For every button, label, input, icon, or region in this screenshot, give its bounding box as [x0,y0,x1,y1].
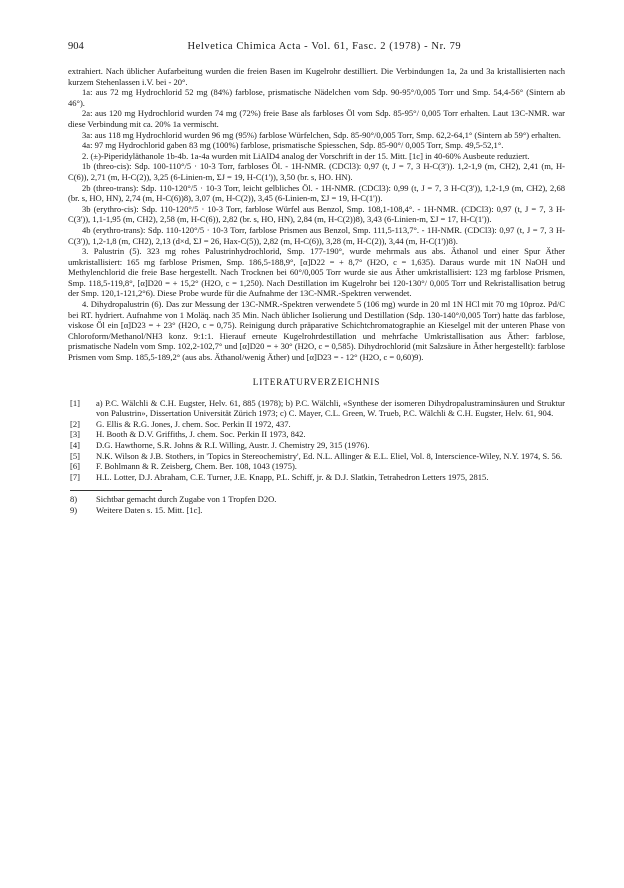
reference-item [68,440,565,451]
reference-text: a) P.C. Wälchli & C.H. Eugster, Helv. 61, 885 (1978); b) P.C. Wälchli, «Synthese der isomeren Dihydropalustraminsäuren und Struktur von Palustrin», Dissertation Universität Zürich 1973; c) C. Mayer, C.L. Green, W. Trueb, P.C. Wälchli & C.H. Eugster, Helv. 61, 904. [96,397,565,419]
reference-item [68,429,565,440]
reference-number: [2] [70,418,80,429]
paragraph: 3a: aus 118 mg Hydrochlorid wurden 96 mg (95%) farblose Würfelchen, Sdp. 85-90°/0,005 Torr, Smp. 62,2-64,1° (Sintern ab 59°) erhalten. [82,129,561,140]
paragraph: 2a: aus 120 mg Hydrochlorid wurden 74 mg (72%) freie Base als farbloses Öl vom Sdp. 85-95°/ 0,005 Torr erhalten. Laut 13C-NMR. war diese Verbindung mit ca. 20% 1a vermischt. [68,108,565,129]
reference-text: H. Booth & D.V. Griffiths, J. chem. Soc. Perkin II 1973, 842. [96,429,306,440]
footnote-mark: 8) [70,494,78,505]
reference-item [68,451,565,462]
reference-text: D.G. Hawthorne, S.R. Johns & R.I. Willing, Austr. J. Chemistry 29, 315 (1976). [96,440,370,450]
footnote [68,505,565,516]
reference-text: F. Bohlmann & R. Zeisberg, Chem. Ber. 108, 1043 (1975). [96,461,297,472]
reference-item [68,419,565,430]
footnote-mark: 9) [70,505,78,516]
paragraph: 2. (±)-Piperidyläthanole 1b-4b. 1a-4a wurden mit LiAlD4 analog der Vorschrift in der 15. Mitt. [1c] in 40-60% Ausbeute reduziert. [82,150,530,161]
paragraph: 1a: aus 72 mg Hydrochlorid 52 mg (84%) farblose, prismatische Nädelchen vom Sdp. 90-95°/0,005 Torr und Smp. 54,4-56° (Sintern ab 46°). [68,87,565,108]
reference-text: N.K. Wilson & J.B. Stothers, in 'Topics in Stereochemistry', Ed. N.L. Allinger & E.L. Eliel, Vol. 8, Interscience-Wiley, N.Y. 1974, S. 56. [96,450,563,461]
journal-running-title: Helvetica Chimica Acta - Vol. 61, Fasc. 2 (1978) - Nr. 79 [187,41,462,52]
paragraph: 2b (threo-trans): Sdp. 110-120°/5 · 10-3 Torr, leicht gelbliches Öl. - 1H-NMR. (CDCl3): 0,99 (t, J = 7, 3 H-C(3')), 1,2-1,9 (m, CH2), 2,68 (br. s, HO, HN), 2,74 (m, H-C(6))8), 3,07 (m, H-C(2)), 3,45 (6-Linien-m, ΣJ = 19, H-C(1')). [68,182,565,204]
paragraph: 4a: 97 mg Hydrochlorid gaben 83 mg (100%) farblose, prismatische Spiesschen, Sdp. 85-90°/ 0,005 Torr, Smp. 49,5-52,1°. [82,140,504,151]
reference-item [68,472,565,483]
footnote-text: Weitere Daten s. 15. Mitt. [1c]. [96,505,203,516]
page-header [68,40,565,53]
reference-number: [5] [70,450,80,461]
reference-text: G. Ellis & R.G. Jones, J. chem. Soc. Perkin II 1972, 437. [96,418,291,429]
references-list [68,398,565,483]
reference-item [68,461,565,472]
paragraph: 1b (threo-cis): Sdp. 100-110°/5 · 10-3 Torr, farbloses Öl. - 1H-NMR. (CDCl3): 0,97 (t, J = 7, 3 H-C(3')). 1,2-1,9 (m, CH2), 2,41 (m, H-C(6)), 2,71 (m, H-C(2)), 3,25 (6-Linien-m, ΣJ = 19, H-C(1')), 3,50 (br. s, HO. HN). [68,161,565,182]
footnote-text: Sichtbar gemacht durch Zugabe von 1 Tropfen D2O. [96,494,277,505]
experimental-section [68,66,565,363]
paragraph: 3b (erythro-cis): Sdp. 110-120°/5 · 10-3 Torr, farblose Würfel aus Benzol, Smp. 108,1-108,4°. - 1H-NMR. (CDCl3): 0,97 (t, J = 7, 3 H-C(3')), 1,1-1,95 (m, CH2), 2,58 (m, H-C(6)), 2,82 (br. s, HO, HN), 2,84 (m, H-C(2))8), 3,43 (6-Linien-m, ΣJ = 17, H-C(1')). [68,203,565,225]
paragraph: 3. Palustrin (5). 323 mg rohes Palustrinhydrochlorid, Smp. 177-190°, wurde mehrmals aus abs. Äthanol und einer Spur Äther umkristallisiert: 165 mg farblose Prismen, Smp. 186,5-188,9°, [α]D22 = + 8,7° (H2O, c = 1,635). Daraus wurde mit 1N NaOH und Methylenchlorid die freie Base hergestellt. Nach Trocknen bei 60°/0,005 Torr wurde sie aus Äther umkristallisiert: 123 mg farblose Prismen, Smp. 118,5-119,8°, [α]D20 = + 15,2° (H2O, c = 1,250). Nach Destillation im Kugelrohr bei 120-130°/ 0,005 Torr und Rekristallisation betrug der Smp. 120,1-121,2°6). Diese Probe wurde für die Aufnahme der 13C-NMR.-Spektren verwendet. [68,246,565,299]
paragraph: 4. Dihydropalustrin (6). Das zur Messung der 13C-NMR.-Spektren verwendete 5 (106 mg) wurde in 20 ml 1N HCl mit 70 mg 10proz. Pd/C bei RT. hydriert. Aufnahme von 1 Moläq. nach 35 Min. Nach üblicher Isolierung und Destillation (Sdp. 130-140°/0,005 Torr) hatte das farblose, viskose Öl ein [α]D23 = + 23° (H2O, c = 0,75). Reinigung durch präparative Schichtchromatographie an Kieselgel mit der unteren Phase von Chloroform/Methanol/NH3 konz. 9:1:1. Hierauf erneute Kugelrohrdestillation und mehrfache Umkristallisation aus Äther: farblose, prismatische Nadeln vom Smp. 102,2-102,7° und [α]D20 = + 30° (H2O, c = 0,585). Dihydrochlorid (mit Salzsäure in Äther hergestellt): farblose Prismen vom Smp. 185,5-189,2° (aus abs. Äthanol/wenig Äther) und [α]D23 = - 12° (H2O, c = 0,60)9). [68,299,565,363]
reference-number: [7] [70,471,80,482]
footnotes [68,494,565,516]
reference-item [68,398,565,419]
footnote-divider [70,490,162,491]
paragraph: extrahiert. Nach üblicher Aufarbeitung wurden die freien Basen im Kugelrohr destilliert. Die Verbindungen 1a, 2a und 3a kristallisierten nach kurzem Stehenlassen i.V. bei - 20°. [68,66,565,87]
document-page [68,40,565,516]
footnote [68,494,565,505]
reference-number: [4] [70,440,80,450]
page-number: 904 [68,41,84,52]
references-heading: LITERATURVERZEICHNIS [252,376,381,387]
reference-number: [1] [70,397,80,408]
reference-number: [3] [70,429,80,440]
reference-text: H.L. Lotter, D.J. Abraham, C.E. Turner, J.E. Knapp, P.L. Schiff, jr. & D.J. Slatkin, Tetrahedron Letters 1975, 2815. [96,471,489,482]
paragraph: 4b (erythro-trans): Sdp. 110-120°/5 · 10-3 Torr, farblose Prismen aus Benzol, Smp. 111,5-113,7°. - 1H-NMR. (CDCl3): 0,97 (t, J = 7, 3 H-C(3')), 1,2-1,8 (m, CH2), 2,13 (d×d, ΣJ = 26, Hax-C(5)), 2,82 (m, H-C(6)), 3,28 (m, H-C(2)), 3,44 (m, H-C(1'))8). [68,224,565,246]
reference-number: [6] [70,461,80,472]
